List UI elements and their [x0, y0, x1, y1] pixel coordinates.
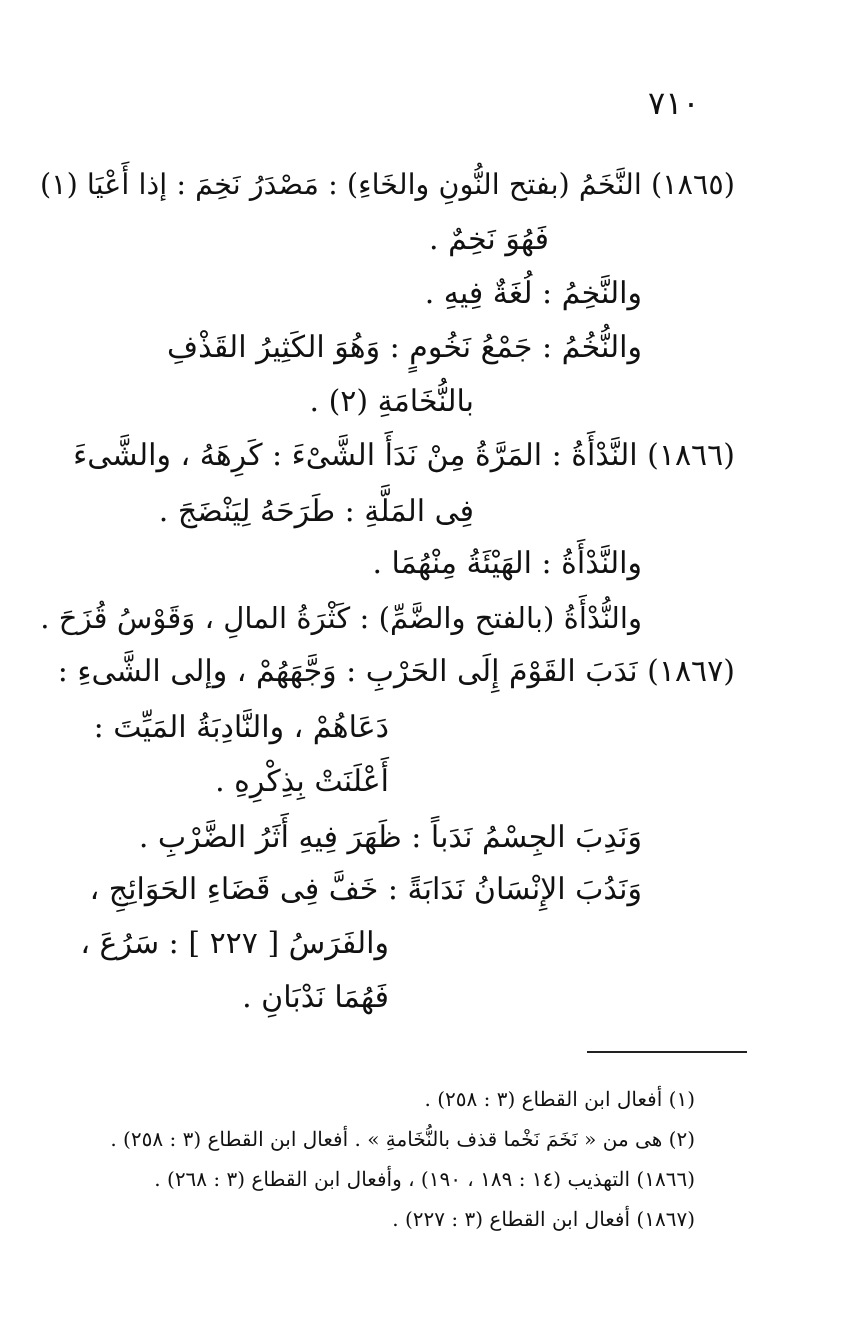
- entry-1867-line-2: دَعَاهُمْ ، والنَّادِبَةُ المَيِّتَ :: [93, 710, 389, 745]
- entry-1867-line-7: فَهُمَا نَدْبَانِ .: [242, 980, 389, 1015]
- entry-1865-line-1: (١٨٦٥) النَّخَمُ (بفتح النُّونِ والخَاءِ) : مَصْدَرُ نَخِمَ : إذا أَعْيَا (١): [39, 167, 735, 201]
- footnote-2: (٢) هى من « نَخَمَ نَخْما قذف بالنُّخَامةِ » . أفعال ابن القطاع (٣ : ٢٥٨) .: [110, 1127, 695, 1151]
- entry-1867-line-5: وَنَدُبَ الإِنْسَانُ نَدَابَةً : خَفَّ فِى قَضَاءِ الحَوَائِجِ ،: [89, 872, 642, 907]
- entry-1866-line-4: والنُّدْأَةُ (بالفتح والضَّمِّ) : كَثْرَةُ المالِ ، وَقَوْسُ قُزَحَ .: [40, 601, 642, 635]
- entry-1865-line-2: فَهُوَ نَخِمٌ .: [429, 222, 549, 257]
- entry-1865-line-5: بالنُّخَامَةِ (٢) .: [309, 384, 474, 419]
- entry-1867-line-4: وَنَدِبَ الجِسْمُ نَدَباً : ظَهَرَ فِيهِ أَثَرُ الضَّرْبِ .: [138, 820, 642, 855]
- entry-1867-line-1: (١٨٦٧) نَدَبَ القَوْمَ إِلَى الحَرْبِ : وَجَّهَهُمْ ، وإلى الشَّىءِ :: [57, 654, 735, 689]
- footnote-divider: [587, 1051, 747, 1053]
- entry-1866-line-3: والنَّدْأَةُ : الهَيْئَةُ مِنْهُمَا .: [372, 546, 642, 581]
- entry-1867-line-6: والفَرَسُ [ ٢٢٧ ] : سَرُعَ ،: [80, 926, 389, 961]
- entry-1866-line-1: (١٨٦٦) النَّدْأَةُ : المَرَّةُ مِنْ نَدَأَ الشَّىْءَ : كَرِهَهُ ، والشَّىءَ: [73, 438, 735, 473]
- page-number: ٧١٠: [648, 84, 700, 122]
- footnote-1866: (١٨٦٦) التهذيب (١٤ : ١٨٩ ، ١٩٠) ، وأفعال ابن القطاع (٣ : ٢٦٨) .: [154, 1167, 695, 1191]
- entry-1867-line-3: أَعْلَنَتْ بِذِكْرِهِ .: [215, 764, 389, 799]
- footnote-1: (١) أفعال ابن القطاع (٣ : ٢٥٨) .: [424, 1087, 695, 1111]
- footnote-1867: (١٨٦٧) أفعال ابن القطاع (٣ : ٢٢٧) .: [392, 1207, 695, 1231]
- entry-1866-line-2: فِى المَلَّةِ : طَرَحَهُ لِيَنْضَجَ .: [158, 494, 474, 529]
- entry-1865-line-4: والنُّخُمُ : جَمْعُ نَخُومٍ : وَهُوَ الكَثِيرُ القَذْفِ: [167, 330, 642, 365]
- entry-1865-line-3: والنَّخِمُ : لُغَةٌ فِيهِ .: [424, 276, 642, 311]
